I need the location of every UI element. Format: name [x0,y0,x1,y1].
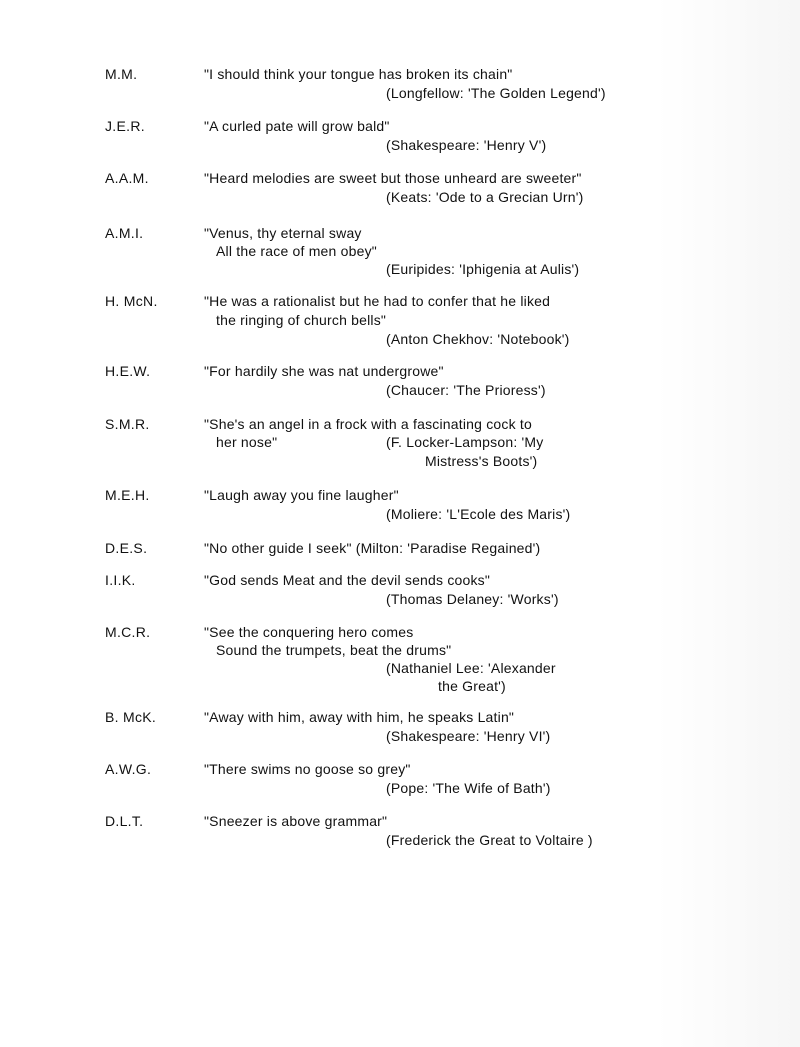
quote-line: "No other guide I seek" (Milton: 'Paradise Regained') [204,540,541,556]
entry-initials: M.C.R. [105,624,151,640]
quote-source: (Euripides: 'Iphigenia at Aulis') [386,261,580,277]
quote-source: (Moliere: 'L'Ecole des Maris') [386,506,571,522]
quote-line: "Away with him, away with him, he speaks Latin" [204,709,515,725]
entry-initials: D.E.S. [105,540,148,556]
quote-line: "Laugh away you fine laugher" [204,487,399,503]
quote-line: "Heard melodies are sweet but those unheard are sweeter" [204,170,582,186]
entry-initials: I.I.K. [105,572,136,588]
entry-initials: M.E.H. [105,487,150,503]
quote-source: Mistress's Boots') [425,453,538,469]
quote-source: (Frederick the Great to Voltaire ) [386,832,593,848]
quote-line: "Venus, thy eternal sway [204,225,362,241]
quote-source: (Longfellow: 'The Golden Legend') [386,85,606,101]
quote-line: "See the conquering hero comes [204,624,414,640]
quote-line: Sound the trumpets, beat the drums" [216,642,452,658]
quote-line: All the race of men obey" [216,243,377,259]
quote-line: the ringing of church bells" [216,312,387,328]
entry-initials: A.A.M. [105,170,149,186]
quote-line: "For hardily she was nat undergrowe" [204,363,444,379]
quote-line: "She's an angel in a frock with a fascinating cock to [204,416,532,432]
quote-source: (Shakespeare: 'Henry V') [386,137,547,153]
quote-source: (Keats: 'Ode to a Grecian Urn') [386,189,584,205]
entry-initials: D.L.T. [105,813,144,829]
quote-line: "Sneezer is above grammar" [204,813,388,829]
quote-source: (Nathaniel Lee: 'Alexander [386,660,556,676]
quote-line: "God sends Meat and the devil sends cooks" [204,572,491,588]
entry-initials: A.M.I. [105,225,144,241]
quote-source: (Shakespeare: 'Henry VI') [386,728,551,744]
entry-initials: A.W.G. [105,761,152,777]
entry-initials: J.E.R. [105,118,145,134]
quote-source: (Chaucer: 'The Prioress') [386,382,546,398]
quote-line: "I should think your tongue has broken its chain" [204,66,513,82]
quote-source: the Great') [438,678,506,694]
entry-initials: M.M. [105,66,138,82]
entry-initials: H.E.W. [105,363,151,379]
quote-source: (Anton Chekhov: 'Notebook') [386,331,570,347]
quote-source: (Thomas Delaney: 'Works') [386,591,559,607]
quote-line: "A curled pate will grow bald" [204,118,390,134]
quote-line: "He was a rationalist but he had to confer that he liked [204,293,551,309]
entry-initials: S.M.R. [105,416,150,432]
entry-initials: B. McK. [105,709,157,725]
quote-line: her nose" [216,434,278,450]
entry-initials: H. McN. [105,293,158,309]
quote-line: "There swims no goose so grey" [204,761,411,777]
quote-source: (Pope: 'The Wife of Bath') [386,780,551,796]
quote-source: (F. Locker-Lampson: 'My [386,434,544,450]
